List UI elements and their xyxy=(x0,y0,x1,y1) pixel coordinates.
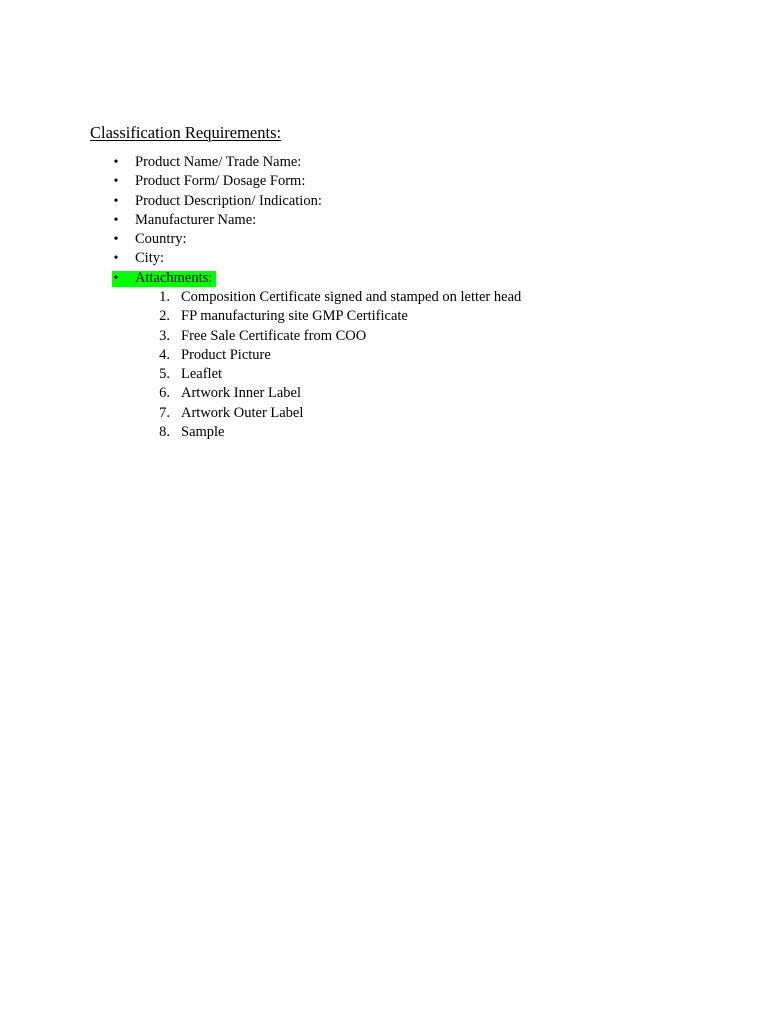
list-item xyxy=(0,346,768,365)
bullet-label: Country: xyxy=(135,231,187,248)
list-item-product-name xyxy=(0,153,768,172)
list-item xyxy=(0,307,768,326)
bullet-label: Product Description/ Indication: xyxy=(135,192,322,209)
bullet-label: Product Form/ Dosage Form: xyxy=(135,173,306,190)
attachment-label: Leaflet xyxy=(181,366,223,383)
attachment-label: FP manufacturing site GMP Certificate xyxy=(181,308,408,325)
bullet-icon: • xyxy=(113,251,119,267)
list-item xyxy=(0,327,768,346)
list-item xyxy=(0,404,768,423)
attachment-label: Artwork Inner Label xyxy=(181,385,301,402)
bullet-label: Product Name/ Trade Name: xyxy=(135,154,302,170)
list-number: 1. xyxy=(159,289,170,305)
list-item xyxy=(0,365,768,384)
attachment-label: Artwork Outer Label xyxy=(181,404,304,421)
bullet-icon: • xyxy=(113,212,119,228)
list-number: 3. xyxy=(159,327,170,344)
bullet-label: City: xyxy=(135,250,165,267)
list-item xyxy=(0,288,768,307)
list-item-attachments xyxy=(0,269,768,288)
bullet-icon: • xyxy=(113,193,119,209)
attachment-label: Free Sale Certificate from COO xyxy=(181,327,367,344)
list-item-product-description xyxy=(0,192,768,211)
list-item-country xyxy=(0,230,768,249)
bullet-icon: • xyxy=(113,270,119,286)
list-item-product-form xyxy=(0,172,768,191)
bullet-label: Attachments: xyxy=(135,269,213,286)
attachment-label: Composition Certificate signed and stamped on letter head xyxy=(181,289,522,305)
list-item-city xyxy=(0,249,768,268)
list-item xyxy=(0,423,768,442)
bullet-icon: • xyxy=(113,232,119,248)
list-number: 2. xyxy=(159,308,170,325)
document-heading: Classification Requirements: xyxy=(90,123,282,142)
bullet-icon: • xyxy=(113,174,119,190)
list-number: 7. xyxy=(159,404,170,421)
list-number: 5. xyxy=(159,366,170,383)
bullet-icon: • xyxy=(113,155,119,170)
attachment-label: Product Picture xyxy=(181,346,271,363)
bullet-label: Manufacturer Name: xyxy=(135,211,257,228)
list-number: 4. xyxy=(159,346,170,363)
list-number: 6. xyxy=(159,385,170,402)
attachments-numbered-list xyxy=(0,288,768,442)
list-item xyxy=(0,384,768,403)
requirements-bullet-list xyxy=(0,153,768,288)
list-number: 8. xyxy=(159,424,170,441)
list-item-manufacturer-name xyxy=(0,211,768,230)
attachment-label: Sample xyxy=(181,424,225,441)
